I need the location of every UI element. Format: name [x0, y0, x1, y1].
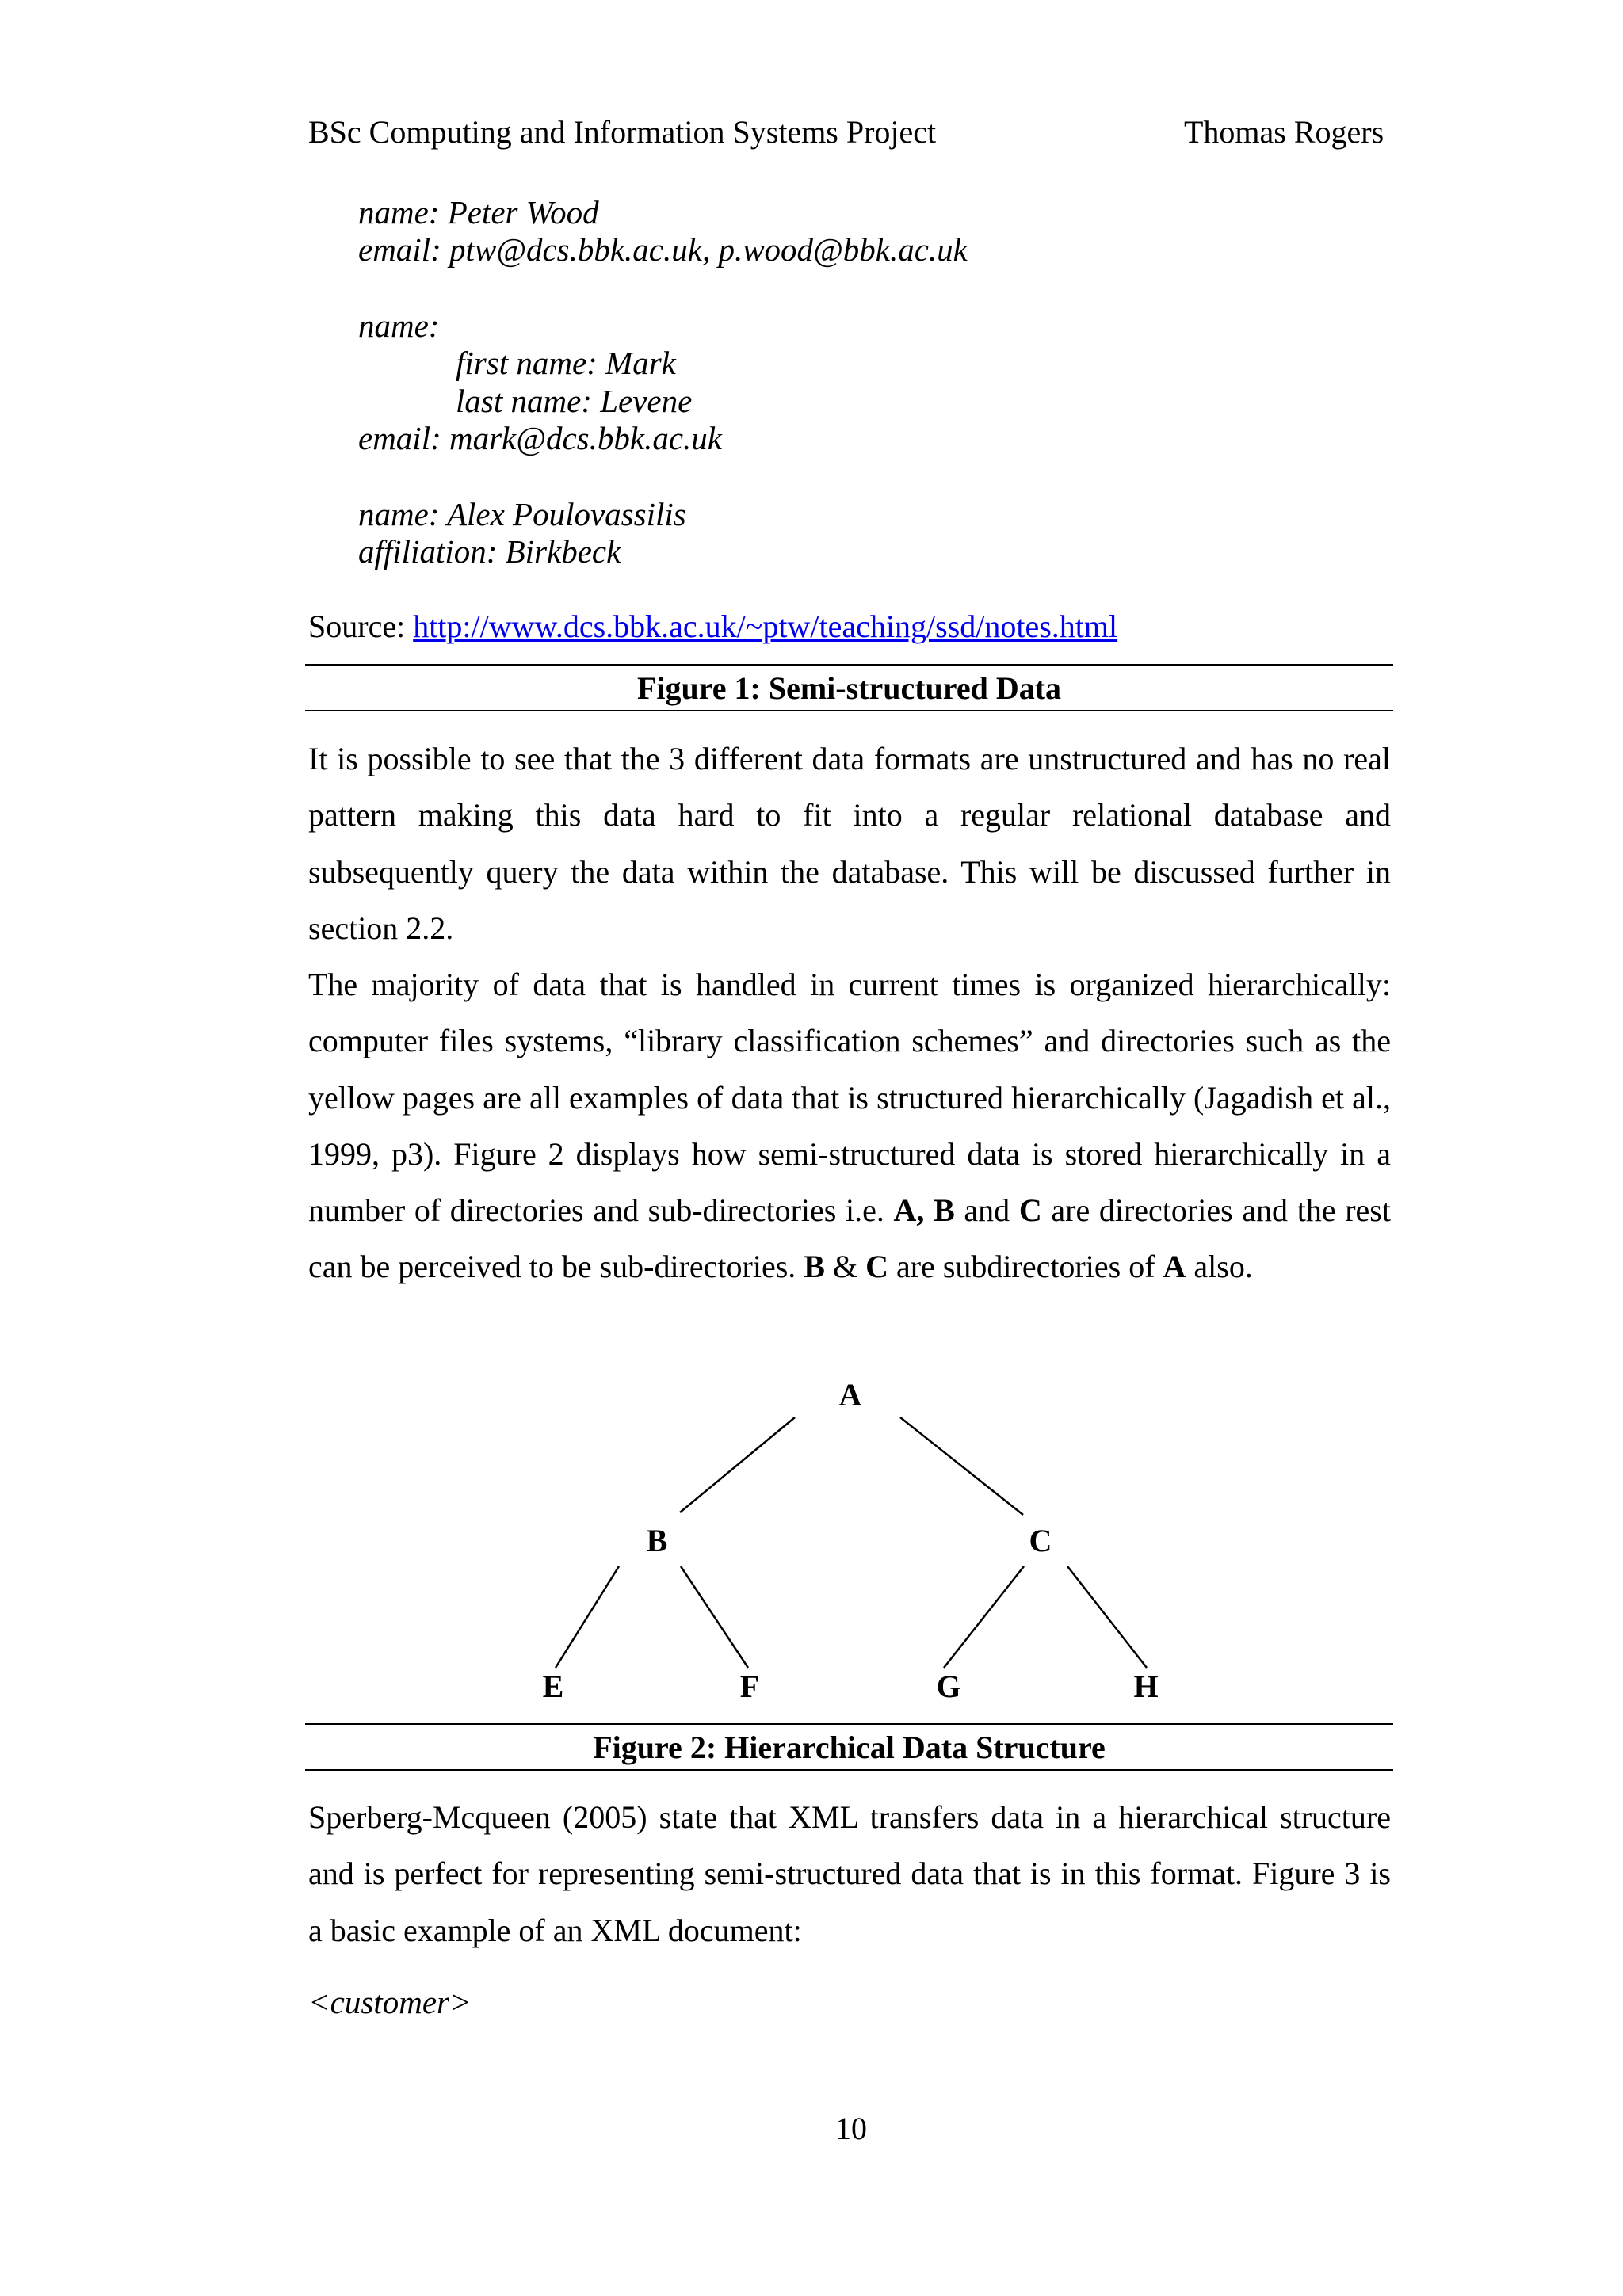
paragraph-xml: Sperberg-Mcqueen (2005) state that XML transfers data in a hierarchical structure and is perfect for representing semi-structured data that is in this format. Figure 3 is a basic example of an XML document:: [308, 1799, 1391, 1948]
paragraph-formats: It is possible to see that the 3 different data formats are unstructured and has no real pattern making this data hard to fit into a regular relational database and subsequently query the data within the database. This will be discussed further in section 2.2.: [308, 741, 1391, 946]
example-line-name-alex: name: Alex Poulovassilis: [358, 496, 686, 532]
xml-customer-open-tag: <customer>: [308, 1984, 472, 2020]
example-line-email-peter: email: ptw@dcs.bbk.ac.uk, p.wood@bbk.ac.uk: [358, 231, 968, 268]
running-header-title: BSc Computing and Information Systems Project: [308, 114, 937, 150]
tree-node-a: A: [838, 1377, 862, 1413]
edge-a-c: [900, 1417, 1023, 1515]
source-label: Source:: [308, 608, 414, 644]
edge-c-g: [944, 1566, 1024, 1668]
figure2-bottom-rule: [305, 1769, 1393, 1771]
paragraph-hierarchical: The majority of data that is handled in current times is organized hierarchically: computer files systems, “library classification schemes” and directories such as the yellow pages are all examples of data that is structured hierarchically (Jagadish et al., 1999, p3). Figure 2 displays how semi-structured data is stored hierarchically in a number of directories and sub-directories i.e. A, B and C are directories and the rest can be perceived to be sub-directories. B & C are subdirectories of A also.: [308, 967, 1391, 1285]
edge-a-b: [680, 1417, 795, 1512]
example-line-last-name: last name: Levene: [456, 383, 693, 419]
tree-node-c: C: [1029, 1523, 1052, 1558]
figure2-top-rule: [305, 1723, 1393, 1725]
edge-c-h: [1067, 1566, 1147, 1668]
example-line-email-mark: email: mark@dcs.bbk.ac.uk: [358, 420, 722, 456]
edge-b-e: [556, 1566, 619, 1668]
tree-node-h: H: [1133, 1669, 1159, 1704]
page-number: 10: [835, 2111, 867, 2146]
tree-node-g: G: [936, 1669, 961, 1704]
tree-node-b: B: [646, 1523, 668, 1558]
source-link[interactable]: http://www.dcs.bbk.ac.uk/~ptw/teaching/ssd/notes.html: [413, 608, 1118, 644]
example-line-affiliation: affiliation: Birkbeck: [358, 533, 621, 570]
edge-b-f: [681, 1566, 748, 1668]
example-line-first-name: first name: Mark: [456, 345, 676, 381]
figure2-caption: Figure 2: Hierarchical Data Structure: [593, 1730, 1106, 1765]
example-line-name-label: name:: [358, 307, 440, 344]
figure1-caption: Figure 1: Semi-structured Data: [636, 670, 1062, 706]
tree-node-f: F: [739, 1669, 760, 1704]
example-line-name-peter: name: Peter Wood: [358, 194, 599, 231]
tree-node-e: E: [542, 1669, 564, 1704]
running-header-author: Thomas Rogers: [1184, 114, 1384, 150]
